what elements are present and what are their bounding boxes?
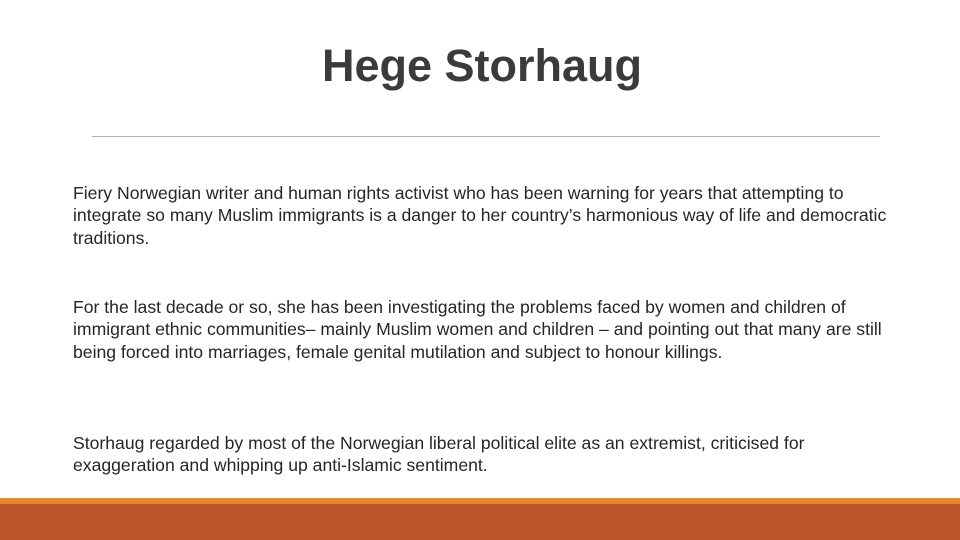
body-paragraph-2: For the last decade or so, she has been investigating the problems faced by women and children of immigrant ethnic communities– mainly Muslim women and children – and pointing out that many are still being forced into marriages, female genital mutilation and subject to honour killings. <box>73 297 882 362</box>
footer-band <box>0 498 960 540</box>
body-paragraph-3: Storhaug regarded by most of the Norwegian liberal political elite as an extremist, criticised for exaggeration and whipping up anti-Islamic sentiment. <box>73 433 805 476</box>
footer-band-highlight <box>0 498 960 504</box>
title-divider <box>92 136 880 137</box>
body-paragraph-1: Fiery Norwegian writer and human rights activist who has been warning for years that attempting to integrate so many Muslim immigrants is a danger to her country’s harmonious way of life and democratic traditions. <box>73 183 887 248</box>
slide-title: Hege Storhaug <box>321 40 643 91</box>
